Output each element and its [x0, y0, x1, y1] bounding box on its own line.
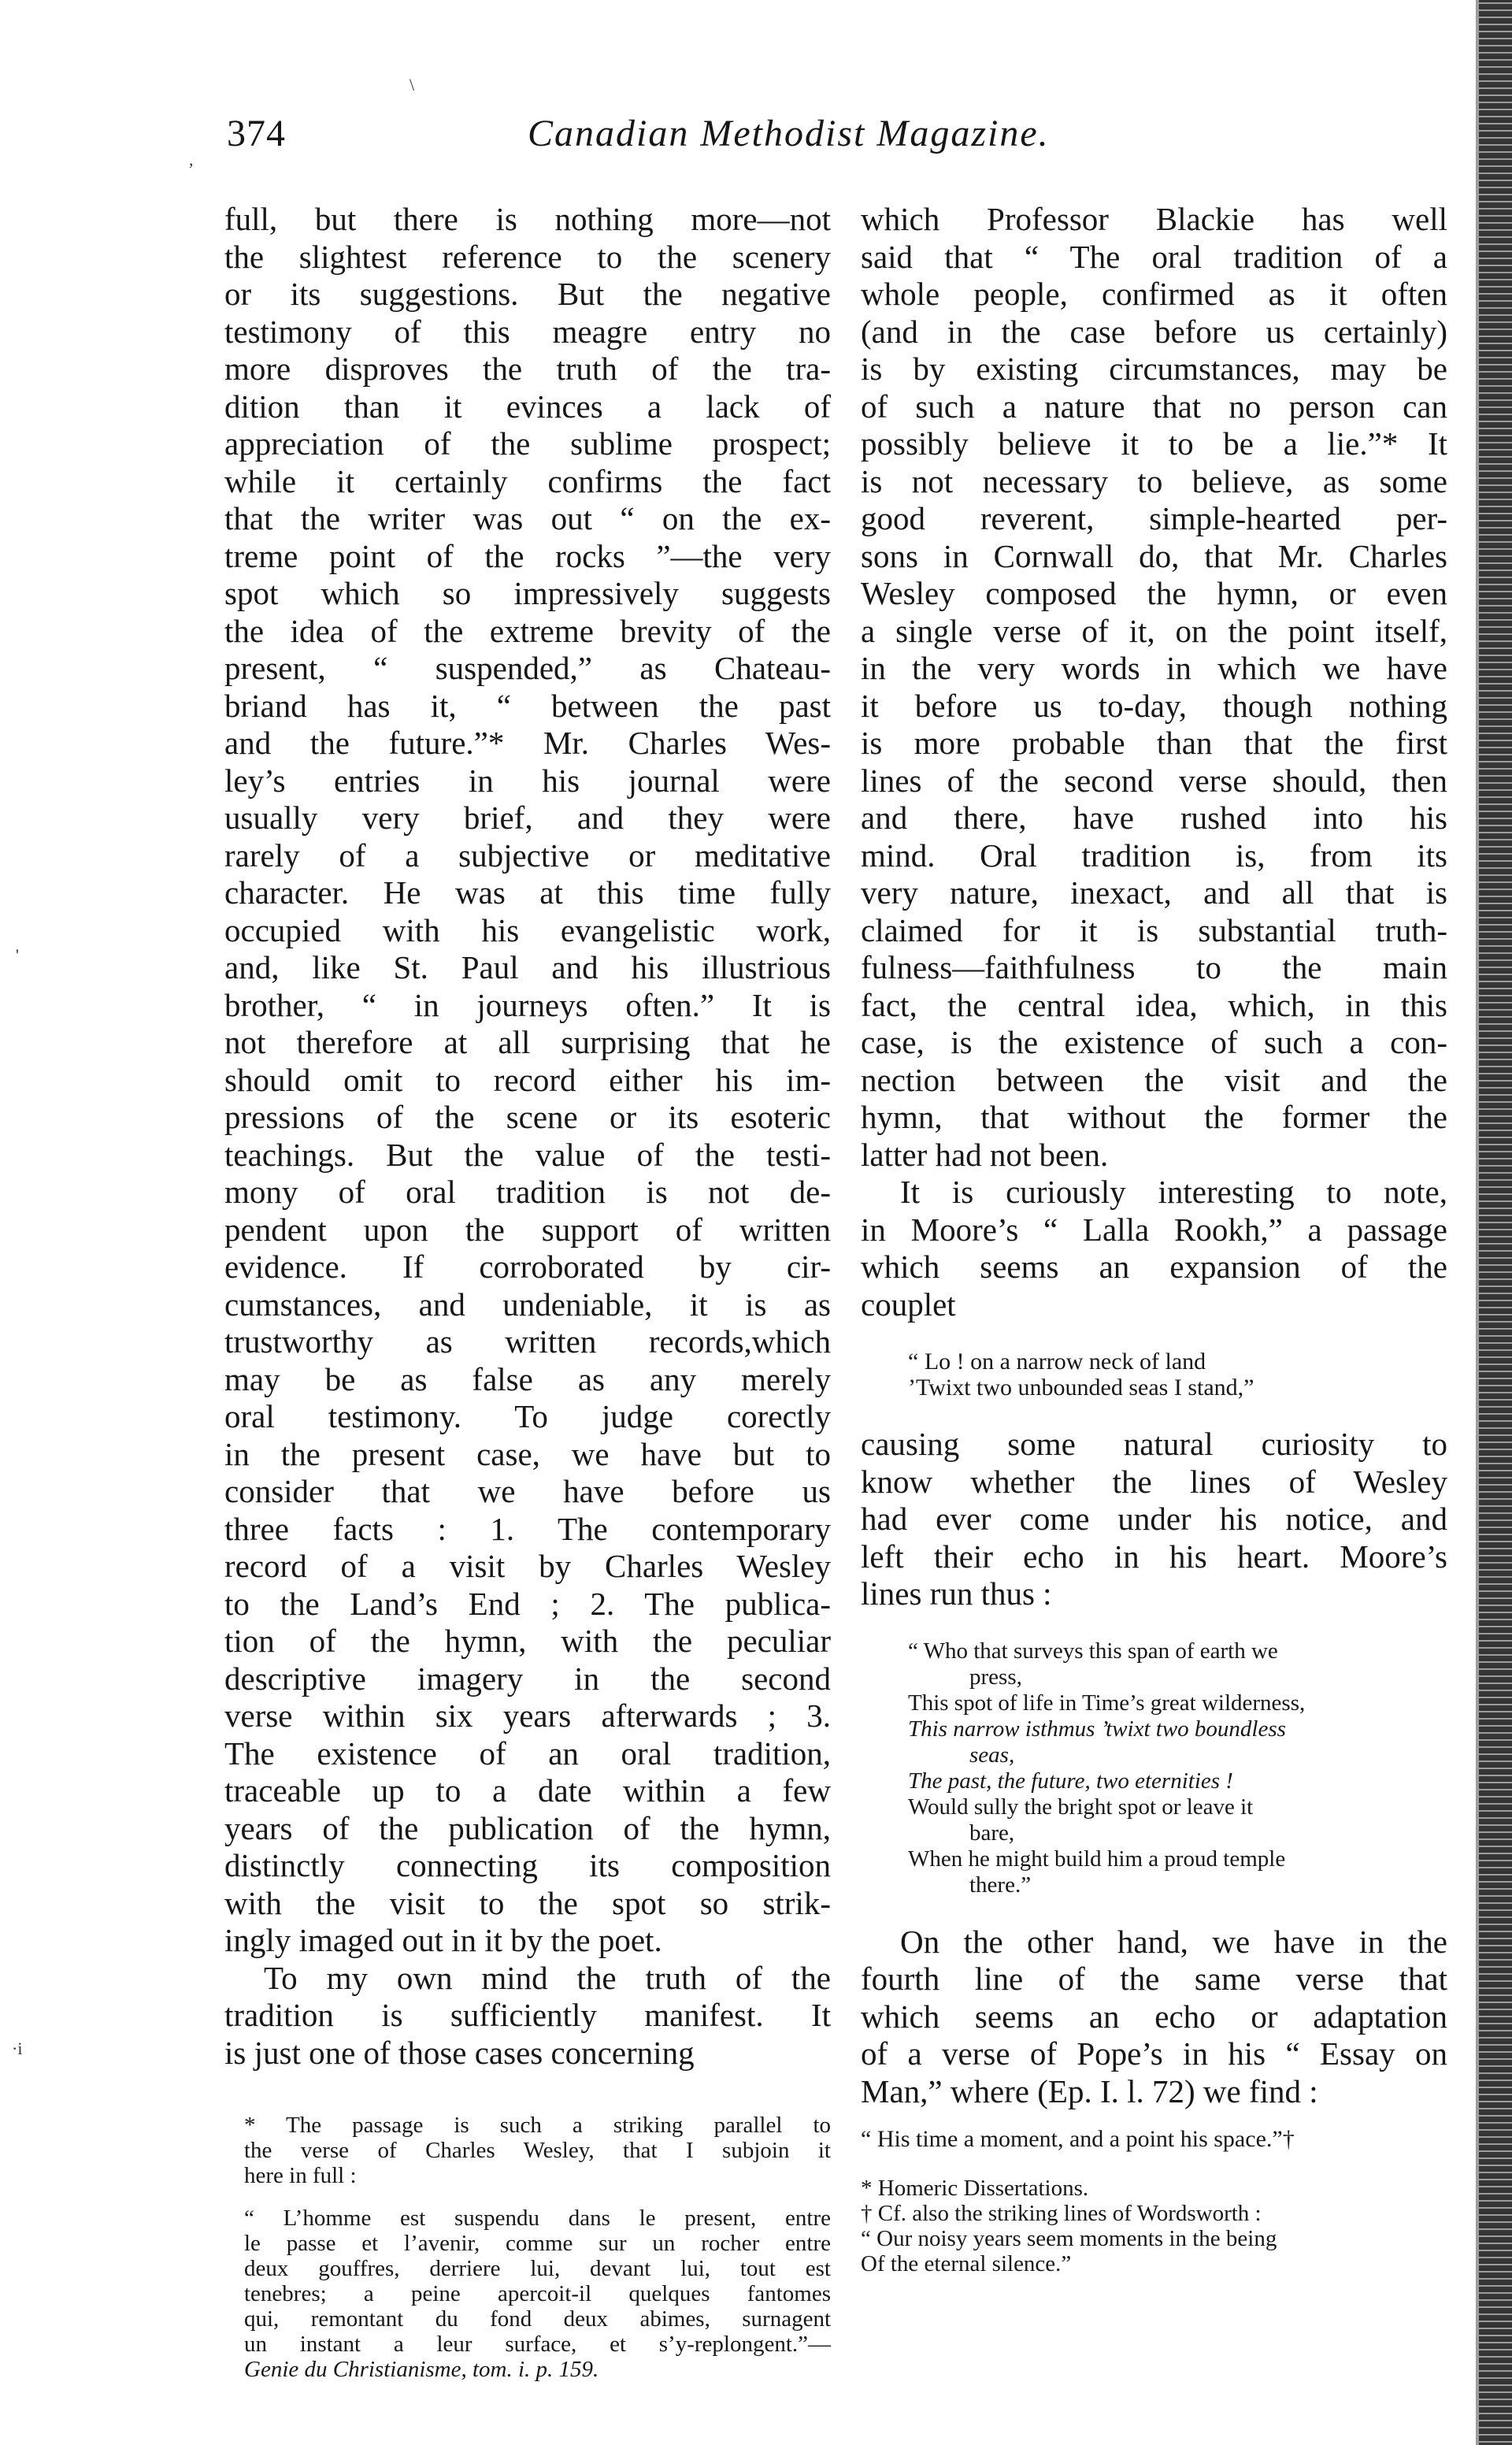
body-line: more disproves the truth of the tra-: [224, 351, 831, 387]
left-column: [224, 201, 831, 2382]
scan-speck: ,: [189, 150, 194, 169]
body-line: should omit to record either his im-: [224, 1061, 831, 1098]
body-line: usually very brief, and they were: [224, 800, 831, 836]
right-paragraph-1: [861, 201, 1447, 1174]
body-line: case, is the existence of such a con-: [861, 1024, 1447, 1060]
footnote-line: Genie du Christianisme, tom. i. p. 159.: [244, 2357, 599, 2382]
body-line: brother, “ in journeys often.” It is: [224, 986, 831, 1023]
body-line: may be as false as any merely: [224, 1360, 831, 1397]
footnote-line: qui, remontant du fond deux abimes, surnagent: [244, 2306, 831, 2332]
body-line: traceable up to a date within a few: [224, 1772, 831, 1809]
quote-line: “ Lo ! on a narrow neck of land: [908, 1349, 1206, 1375]
poem-line: bare,: [969, 1820, 1015, 1846]
pope-quote-line: “ His time a moment, and a point his space.”†: [861, 2126, 1295, 2152]
poem-line: The past, the future, two eternities !: [908, 1768, 1233, 1794]
right-paragraph-2: [861, 1174, 1447, 1323]
body-line: ley’s entries in his journal were: [224, 762, 831, 799]
body-line: which Professor Blackie has well: [861, 201, 1447, 237]
body-line: descriptive imagery in the second: [224, 1660, 831, 1697]
body-line: tradition is sufficiently manifest. It: [224, 1997, 831, 2033]
scan-speck: \: [410, 75, 415, 95]
poem-line: Would sully the bright spot or leave it: [908, 1794, 1254, 1820]
body-line: is more probable than that the first: [861, 725, 1447, 761]
poem-line: This spot of life in Time’s great wilderness,: [908, 1690, 1306, 1716]
body-line: is by existing circumstances, may be: [861, 351, 1447, 387]
body-line: a single verse of it, on the point itself,: [861, 612, 1447, 649]
right-paragraph-4: [861, 1924, 1447, 2111]
poem-line: seas,: [969, 1742, 1015, 1768]
body-line: couplet: [861, 1286, 956, 1323]
footnote-line: deux gouffres, derriere lui, devant lui, tout est: [244, 2256, 831, 2281]
body-line: sons in Cornwall do, that Mr. Charles: [861, 537, 1447, 574]
poem-line: “ Who that surveys this span of earth we: [908, 1638, 1278, 1664]
footnote-intro: [244, 2113, 831, 2188]
body-line: rarely of a subjective or meditative: [224, 837, 831, 874]
footnote-line: † Cf. also the striking lines of Wordsworth :: [861, 2201, 1262, 2226]
body-line: trustworthy as written records,which: [224, 1323, 831, 1360]
body-line: three facts : 1. The contemporary: [224, 1510, 831, 1547]
footnote-line: un instant a leur surface, et s’y-replongent.”—: [244, 2332, 831, 2357]
body-line: distinctly connecting its composition: [224, 1847, 831, 1883]
body-line: consider that we have before us: [224, 1473, 831, 1509]
body-line: record of a visit by Charles Wesley: [224, 1548, 831, 1584]
body-line: in Moore’s “ Lalla Rookh,” a passage: [861, 1211, 1447, 1248]
body-line: mony of oral tradition is not de-: [224, 1174, 831, 1210]
body-line: that the writer was out “ on the ex-: [224, 500, 831, 536]
body-line: ingly imaged out in it by the poet.: [224, 1922, 662, 1958]
body-line: (and in the case before us certainly): [861, 313, 1447, 350]
running-title: Canadian Methodist Magazine.: [528, 113, 1050, 154]
body-line: in the very words in which we have: [861, 650, 1447, 686]
footnote-french-quote: [244, 2206, 831, 2382]
page-number: 374: [227, 113, 286, 154]
body-line: nection between the visit and the: [861, 1061, 1447, 1098]
footnote-line: * The passage is such a striking parallel to: [244, 2113, 831, 2138]
body-line: spot which so impressively suggests: [224, 575, 831, 611]
body-line: not therefore at all surprising that he: [224, 1024, 831, 1060]
body-line: appreciation of the sublime prospect;: [224, 425, 831, 462]
page-header: [197, 109, 1197, 164]
body-line: lines of the second verse should, then: [861, 762, 1447, 799]
scan-speck: ': [16, 945, 19, 965]
body-line: is not necessary to believe, as some: [861, 462, 1447, 499]
right-footnotes: [861, 2176, 1447, 2276]
footnote-line: tenebres; a peine apercoit-il quelques fantomes: [244, 2281, 831, 2306]
left-paragraph-2: [224, 1960, 831, 2072]
body-line: said that “ The oral tradition of a: [861, 238, 1447, 275]
body-line: pressions of the scene or its esoteric: [224, 1099, 831, 1135]
body-line: evidence. If corroborated by cir-: [224, 1248, 831, 1285]
body-line: is just one of those cases concerning: [224, 2034, 695, 2071]
body-line: latter had not been.: [861, 1136, 1109, 1173]
body-line: hymn, that without the former the: [861, 1099, 1447, 1135]
body-line: oral testimony. To judge corectly: [224, 1398, 831, 1434]
body-line: character. He was at this time fully: [224, 874, 831, 911]
footnote-line: “ L’homme est suspendu dans le present, entre: [244, 2206, 831, 2231]
body-line: and, like St. Paul and his illustrious: [224, 949, 831, 985]
body-line: briand has it, “ between the past: [224, 687, 831, 724]
right-column: [861, 201, 1447, 2276]
footnote-line: here in full :: [244, 2163, 357, 2188]
body-line: and the future.”* Mr. Charles Wes-: [224, 725, 831, 761]
body-line: fulness—faithfulness to the main: [861, 949, 1447, 985]
body-line: cumstances, and undeniable, it is as: [224, 1286, 831, 1323]
left-paragraph-1: [224, 201, 831, 1960]
body-line: present, “ suspended,” as Chateau-: [224, 650, 831, 686]
footnote-line: * Homeric Dissertations.: [861, 2176, 1089, 2201]
body-line: to the Land’s End ; 2. The publica-: [224, 1585, 831, 1622]
body-line: full, but there is nothing more—not: [224, 201, 831, 237]
body-line: fact, the central idea, which, in this: [861, 986, 1447, 1023]
body-line: years of the publication of the hymn,: [224, 1809, 831, 1846]
body-line: or its suggestions. But the negative: [224, 276, 831, 312]
body-line: good reverent, simple-hearted per-: [861, 500, 1447, 536]
couplet-quote: [908, 1349, 1447, 1401]
body-line: know whether the lines of Wesley: [861, 1463, 1447, 1500]
body-line: pendent upon the support of written: [224, 1211, 831, 1248]
body-line: Man,” where (Ep. I. l. 72) we find :: [861, 2072, 1318, 2109]
body-line: teachings. But the value of the testi-: [224, 1136, 831, 1173]
footnote-line: the verse of Charles Wesley, that I subjoin it: [244, 2138, 831, 2163]
footnote-line: le passe et l’avenir, comme sur un rocher entre: [244, 2231, 831, 2256]
body-line: while it certainly confirms the fact: [224, 462, 831, 499]
body-line: the idea of the extreme brevity of the: [224, 612, 831, 649]
poem-line: there.”: [969, 1872, 1032, 1898]
body-line: which seems an echo or adaptation: [861, 1998, 1447, 2035]
left-footnote: [224, 2113, 831, 2382]
body-line: of such a nature that no person can: [861, 388, 1447, 425]
body-line: of a verse of Pope’s in his “ Essay on: [861, 2035, 1447, 2072]
body-line: claimed for it is substantial truth-: [861, 911, 1447, 948]
body-line: very nature, inexact, and all that is: [861, 874, 1447, 911]
body-line: The existence of an oral tradition,: [224, 1735, 831, 1772]
poem-line: When he might build him a proud temple: [908, 1846, 1286, 1872]
body-line: with the visit to the spot so strik-: [224, 1884, 831, 1921]
body-line: lines run thus :: [861, 1575, 1052, 1612]
body-line: verse within six years afterwards ; 3.: [224, 1697, 831, 1734]
body-line: it before us to-day, though nothing: [861, 687, 1447, 724]
body-line: possibly believe it to be a lie.”* It: [861, 425, 1447, 462]
body-line: To my own mind the truth of the: [264, 1959, 831, 1996]
right-paragraph-3: [861, 1426, 1447, 1613]
body-line: in the present case, we have but to: [224, 1435, 831, 1472]
body-line: and there, have rushed into his: [861, 800, 1447, 836]
body-line: the slightest reference to the scenery: [224, 238, 831, 275]
body-line: testimony of this meagre entry no: [224, 313, 831, 350]
quote-line: ’Twixt two unbounded seas I stand,”: [908, 1375, 1254, 1401]
scan-speck: ·i: [12, 2039, 23, 2058]
scan-edge-shadow: [1479, 0, 1512, 2445]
footnote-line: “ Our noisy years seem moments in the being: [861, 2226, 1277, 2251]
body-line: On the other hand, we have in the: [900, 1923, 1447, 1960]
poem-line: This narrow isthmus ’twixt two boundless: [908, 1716, 1286, 1742]
body-line: treme point of the rocks ”—the very: [224, 537, 831, 574]
body-line: which seems an expansion of the: [861, 1248, 1447, 1285]
body-line: whole people, confirmed as it often: [861, 276, 1447, 312]
body-line: It is curiously interesting to note,: [900, 1174, 1447, 1210]
body-line: occupied with his evangelistic work,: [224, 911, 831, 948]
poem-line: press,: [969, 1664, 1022, 1690]
body-line: mind. Oral tradition is, from its: [861, 837, 1447, 874]
body-line: causing some natural curiosity to: [861, 1426, 1447, 1462]
pope-quote: [861, 2126, 1447, 2152]
body-line: left their echo in his heart. Moore’s: [861, 1538, 1447, 1575]
moore-poem-quote: [908, 1638, 1447, 1898]
body-line: Wesley composed the hymn, or even: [861, 575, 1447, 611]
footnote-line: Of the eternal silence.”: [861, 2251, 1072, 2276]
body-line: dition than it evinces a lack of: [224, 388, 831, 425]
body-line: fourth line of the same verse that: [861, 1961, 1447, 1997]
body-line: had ever come under his notice, and: [861, 1501, 1447, 1537]
body-line: tion of the hymn, with the peculiar: [224, 1623, 831, 1659]
